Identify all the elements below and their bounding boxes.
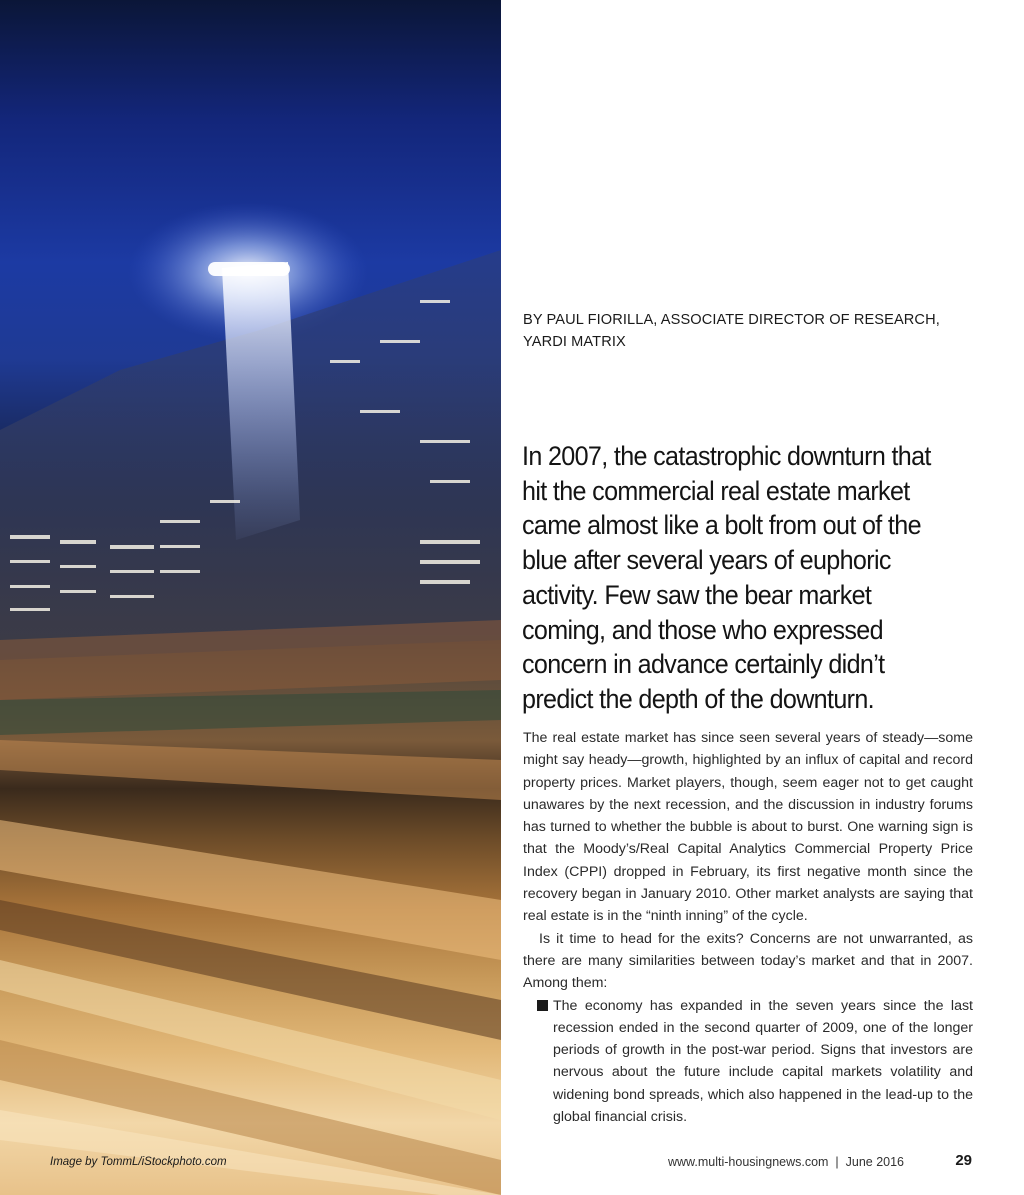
byline-line1: BY PAUL FIORILLA, ASSOCIATE DIRECTOR OF RESEARCH, [523, 312, 940, 328]
lede-paragraph: In 2007, the catastrophic downturn that hit the commercial real estate market came almost like a bolt from out of the blue after several years of euphoric activity. Few saw the bear market coming, and those who expressed concern in advance certainly didn’t predict the depth of the downturn. [522, 441, 931, 714]
byline [523, 309, 983, 353]
bullet-item [537, 995, 973, 1129]
motion-blur-city-photo [0, 0, 501, 1195]
square-bullet-icon [537, 1000, 548, 1011]
bullet-item-text: The economy has expanded in the seven years since the last recession ended in the second quarter of 2009, one of the longer periods of growth in the post-war period. Signs that investors are nervous about the future include capital markets volatility and widening bond spreads, which also happened in the lead-up to the global financial crisis. [553, 997, 973, 1126]
body-paragraph-2: Is it time to head for the exits? Concerns are not unwarranted, as there are many similarities between today’s market and that in 2007. Among them: [523, 930, 973, 992]
byline-line2: YARDI MATRIX [523, 334, 626, 350]
image-credit: Image by TommL/iStockphoto.com [50, 1156, 227, 1168]
body-paragraph-1: The real estate market has since seen several years of steady—some might say heady—growth, highlighted by an influx of capital and record property prices. Market players, though, seem eager not to get caught unawares by the next recession, and the discussion in industry forums has turned to whether the bubble is about to burst. One warning sign is that the Moody’s/Real Capital Analytics Commercial Property Price Index (CPPI) dropped in February, its first negative month since the recovery began in January 2010. Other market analysts are saying that real estate is in the “ninth inning” of the cycle. [523, 730, 973, 925]
page-number: 29 [955, 1152, 972, 1169]
footer-url-date: www.multi-housingnews.com | June 2016 [668, 1155, 904, 1169]
article-body [523, 727, 973, 1128]
cover-photo [0, 0, 501, 1195]
